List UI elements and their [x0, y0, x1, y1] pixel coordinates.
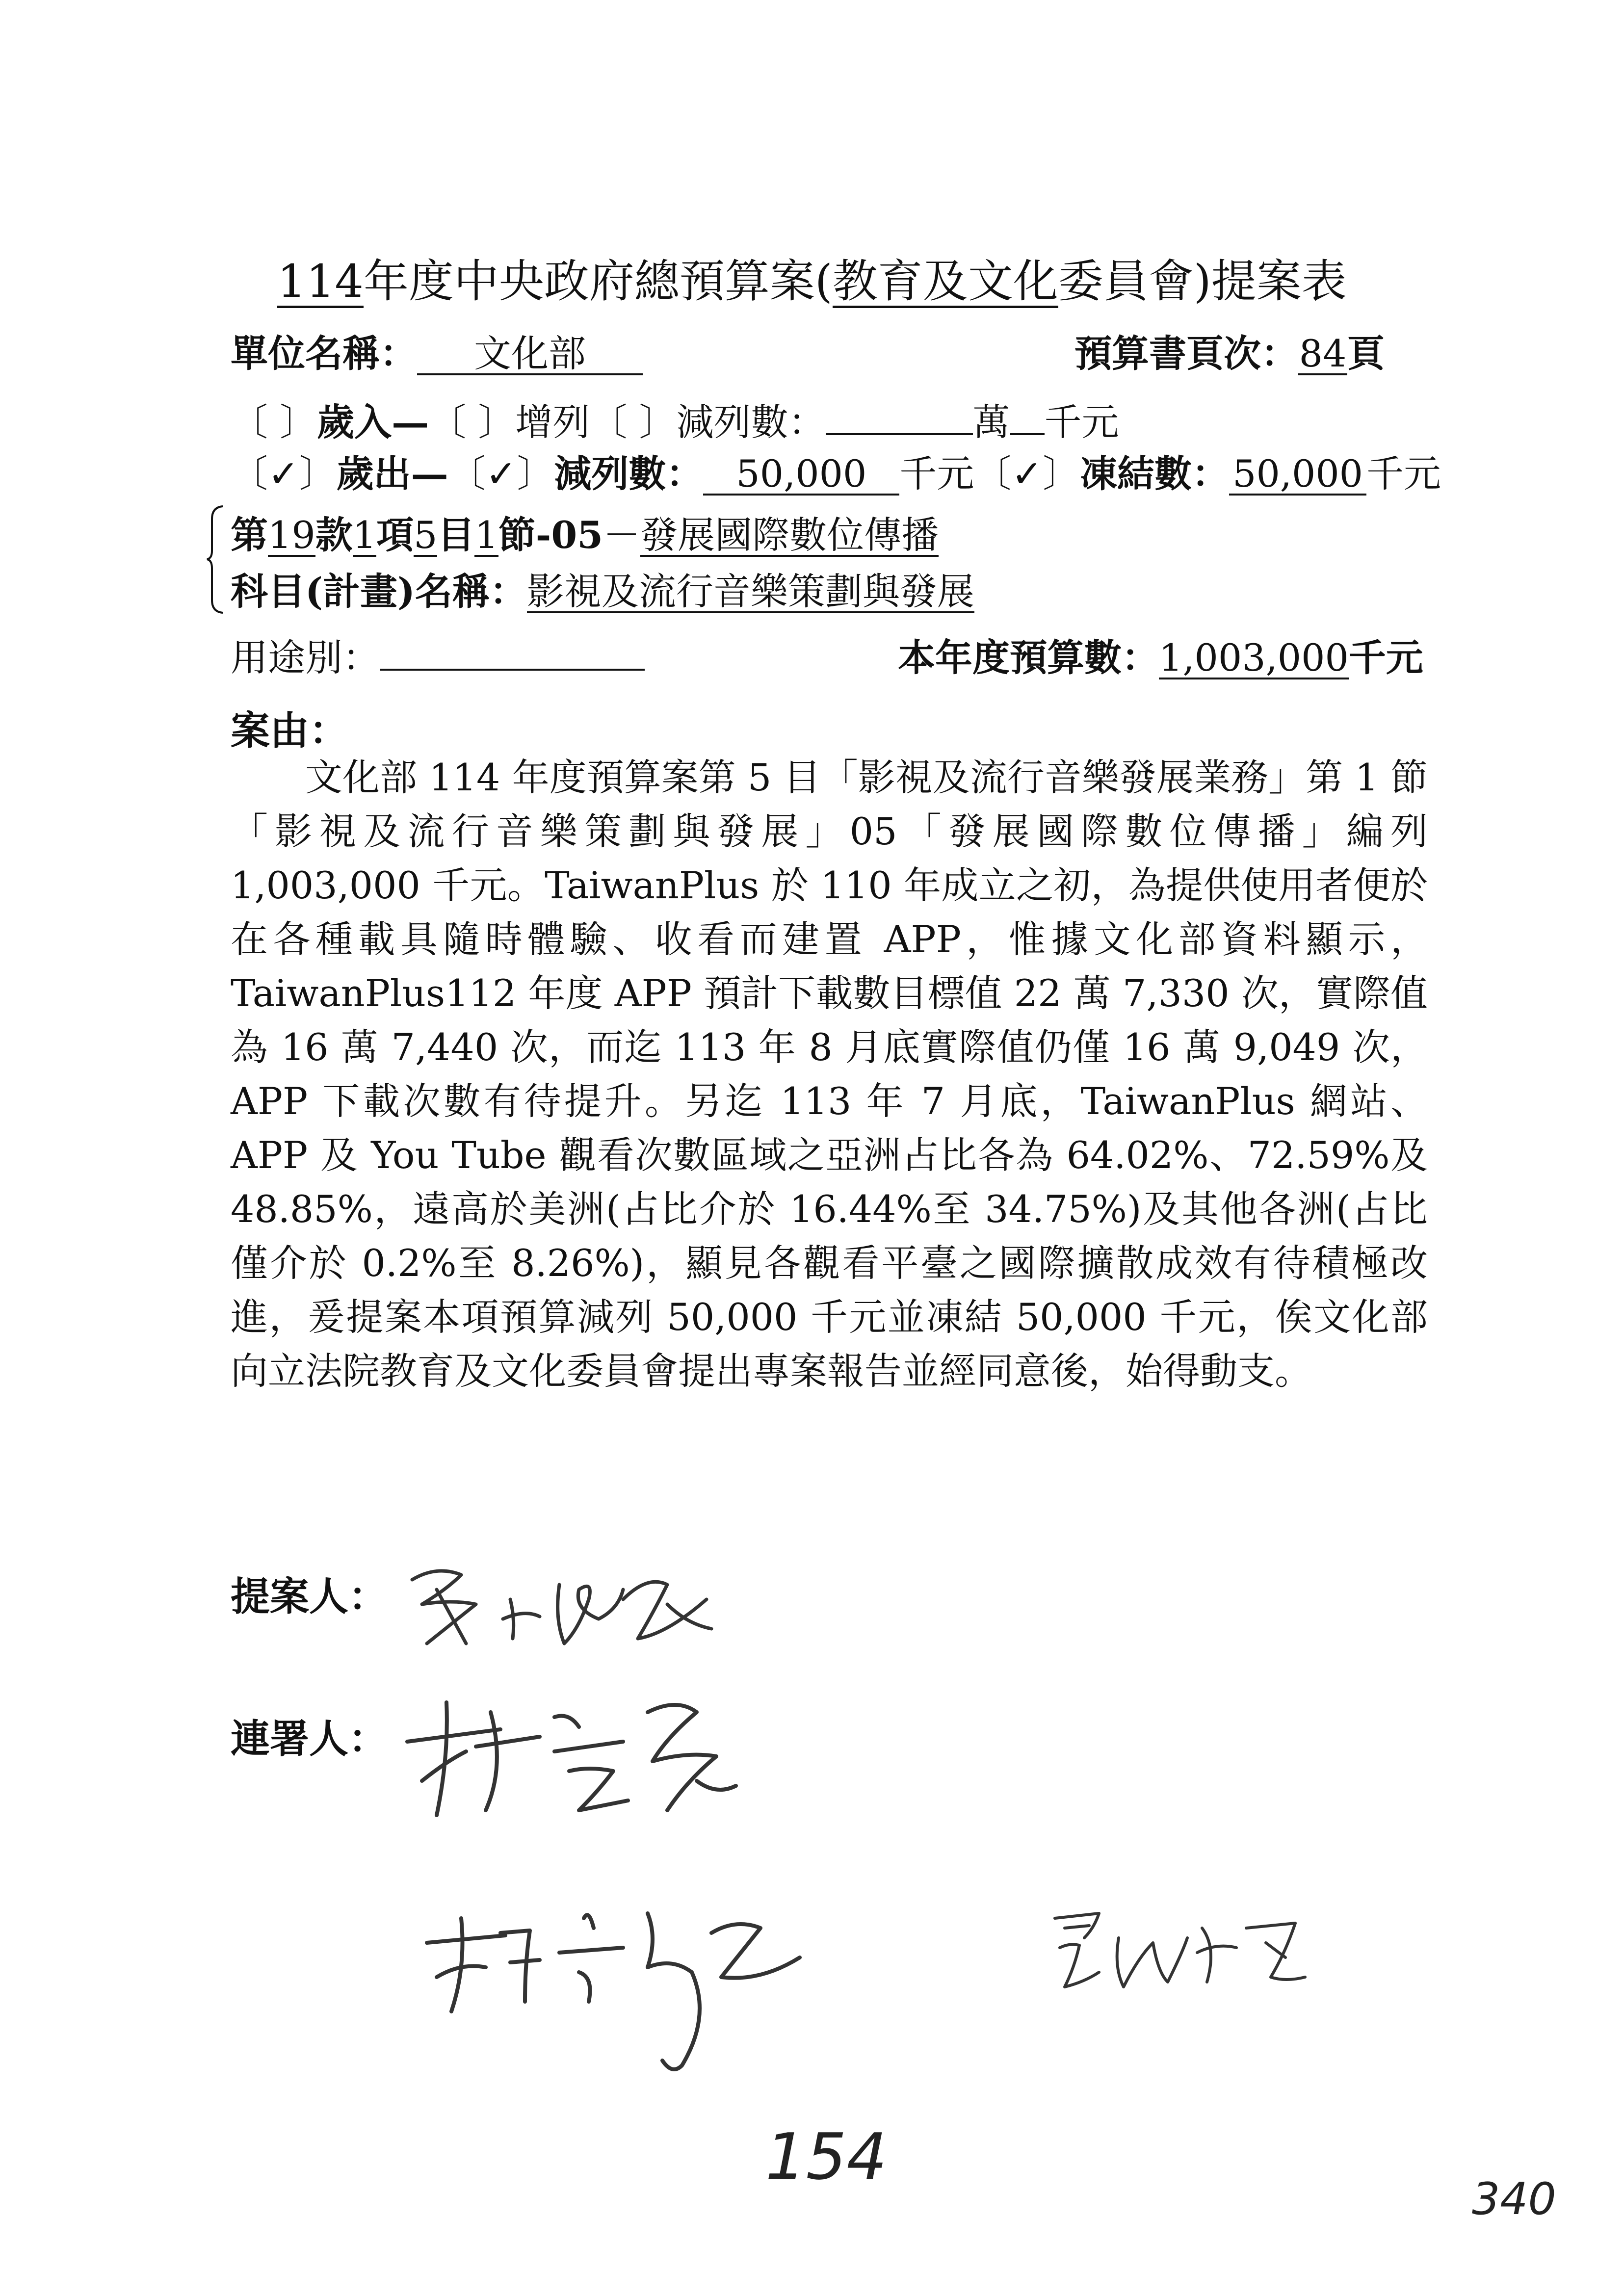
revenue-add-label: 增列 — [515, 400, 590, 444]
reason-body — [231, 751, 1428, 1398]
cosigner-signature-1 — [393, 1683, 775, 1830]
revenue-add-checkbox: 〔 〕 — [429, 400, 516, 444]
cosigner-label: 連署人： — [231, 1716, 388, 1762]
reduce-label: 減列數： — [554, 452, 704, 496]
page-ref-value: 84 — [1299, 332, 1347, 375]
left-brace — [205, 504, 225, 615]
revenue-row — [231, 392, 1119, 446]
revenue-reduce-label: 減列數： — [676, 400, 826, 444]
title-mid: 年度中央政府總預算案( — [363, 255, 833, 308]
title-committee: 教育及文化 — [832, 255, 1058, 308]
item-mu-no: 5 — [414, 513, 438, 557]
item-di: 第 — [231, 513, 268, 557]
subject-row — [231, 562, 974, 615]
revenue-wan-value — [826, 433, 973, 435]
item-row — [231, 505, 939, 559]
subject-value: 影視及流行音樂策劃與發展 — [526, 570, 974, 613]
reduce-value: 50,000 — [703, 454, 899, 496]
title-year: 114 — [277, 255, 364, 308]
item-xiang-no: 1 — [352, 513, 377, 557]
reason-body-text: 文化部 114 年度預算案第 5 目「影視及流行音樂發展業務」第 1 節「影視及流行音樂策劃與發展」05「發展國際數位傳播」編列 1,003,000 千元。TaiwanPlus 於 110 年成立之初，為提供使用者便於在各種載具隨時體驗、收看而建置 APP，惟據文化部資料顯示，TaiwanPlus112 年度 APP 預計下載數目標值 22 萬 7,330 次，實際值為 16 萬 7,440 次，而迄 113 年 8 月底實際值仍僅 16 萬 9,049 次，APP 下載次數有待提升。另迄 113 年 7 月底，TaiwanPlus 網站、APP 及 You Tube 觀看次數區域之亞洲占比各為 64.02%、72.59%及 48.85%，遠高於美洲(占比介於 16.44%至 34.75%)及其他各洲(占比僅介於 0.2%至 8.26%)，顯見各觀看平臺之國際擴散成效有待積極改進，爰提案本項預算減列 50,000 千元並凍結 50,000 千元，俟文化部向立法院教育及文化委員會提出專案報告並經同意後，始得動支。 — [231, 756, 1428, 1393]
usage-value — [380, 669, 645, 671]
title-end: 委員會)提案表 — [1058, 255, 1347, 308]
page-number-center: 154 — [765, 2119, 888, 2194]
proposer-label: 提案人： — [231, 1573, 388, 1619]
revenue-checkbox: 〔 〕 — [231, 400, 317, 444]
budget-value: 1,003,000 — [1159, 636, 1349, 679]
freeze-label: 凍結數： — [1080, 452, 1230, 496]
reduce-checkbox: 〔✓〕 — [448, 452, 554, 496]
revenue-qian-unit: 千元 — [1044, 400, 1119, 444]
unit-value: 文化部 — [417, 334, 643, 375]
budget-row — [898, 628, 1423, 681]
unit-label: 單位名稱： — [231, 332, 417, 375]
page-number-corner: 340 — [1472, 2173, 1556, 2225]
expenditure-row — [231, 444, 1441, 497]
item-sep: － — [603, 513, 641, 557]
reduce-unit: 千元 — [899, 452, 974, 496]
expenditure-label: 歲出— — [336, 452, 448, 496]
proposer-signature — [393, 1545, 746, 1663]
item-kuan: 款 — [315, 513, 353, 557]
subject-label: 科目(計畫)名稱： — [231, 570, 527, 613]
cosigner-signature-2 — [417, 1889, 859, 2085]
page-ref-suffix: 頁 — [1347, 332, 1385, 375]
item-jie-no: 1 — [474, 513, 498, 557]
form-title — [0, 245, 1624, 310]
item-xiang: 項 — [376, 513, 414, 557]
cosigner-signature-3 — [1040, 1899, 1315, 2007]
unit-row — [231, 324, 643, 377]
revenue-label: 歲入— — [317, 400, 429, 444]
usage-row — [231, 628, 645, 681]
usage-label: 用途別： — [231, 636, 380, 679]
budget-label: 本年度預算數： — [898, 636, 1159, 679]
freeze-value: 50,000 — [1229, 454, 1366, 496]
revenue-reduce-checkbox: 〔 〕 — [590, 400, 677, 444]
revenue-wan-unit: 萬 — [972, 400, 1010, 444]
item-mu: 目 — [437, 513, 475, 557]
page-ref-row — [1074, 324, 1385, 377]
item-kuan-no: 19 — [268, 513, 315, 557]
budget-unit: 千元 — [1348, 636, 1423, 679]
reason-heading: 案由： — [231, 707, 348, 754]
page-ref-label: 預算書頁次： — [1074, 332, 1298, 375]
freeze-checkbox: 〔✓〕 — [974, 452, 1080, 496]
item-jie: 節-05 — [498, 513, 603, 557]
revenue-qian-value — [1010, 433, 1045, 435]
expenditure-checkbox: 〔✓〕 — [231, 452, 337, 496]
freeze-unit: 千元 — [1366, 452, 1441, 496]
item-name: 發展國際數位傳播 — [640, 513, 939, 557]
